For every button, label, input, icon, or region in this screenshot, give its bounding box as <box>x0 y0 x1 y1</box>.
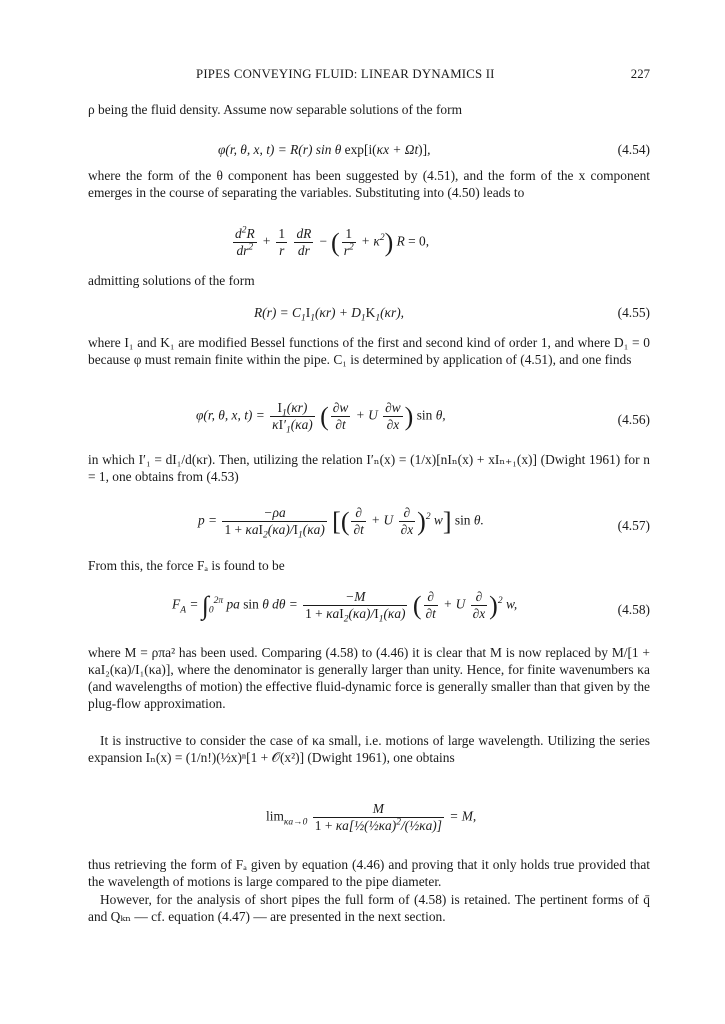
equation-4-57 <box>88 501 650 547</box>
equation-4-58-expression: $F_A = \int_0^{2\pi}$ pa sin θ dθ = $\frac{-M}{1 + \kappa aI_2(\kappa a)/I_1(\kappa a)}$ ( $\frac{\partial}{\partial t}$ + U $\frac{\partial}{\partial x}$ )$^2$ w, <box>172 589 518 625</box>
equation-number-4-55: (4.55) <box>617 305 650 320</box>
paragraph-short-pipes: However, for the analysis of short pipes the full form of (4.58) is retained. The pertinent forms of q̄ and Qₖₙ — cf. equation (4.47) — are presented in the next section. <box>88 892 650 924</box>
equation-4-57-expression: p = $\frac{-\rho a}{1 + \kappa aI_2(\kappa a)/I_1(\kappa a)}$ [( $\frac{\partial}{\partial t}$ + U $\frac{\partial}{\partial x}$ )$^2$ w] sin θ. <box>198 505 484 541</box>
paragraph-force: From this, the force Fₐ is found to be <box>88 558 285 573</box>
equation-4-56-expression: φ(r, θ, x, t) = $\frac{I_1(\kappa r)}{\kappa I'_1(\kappa a)}$ ( $\frac{\partial w}{\partial t}$ + U $\frac{\partial w}{\partial x}$ ) sin θ, <box>196 400 446 436</box>
paragraph-comparison: where M = ρπa² has been used. Comparing (4.58) to (4.46) it is clear that M is now replaced by M/[1 + κaI₂(κa)/I₁(κa)], where the denominator is generally larger than unity. Hence, for finite wavenumbers κa (and wavelengths of motion) the effective fluid-dynamic force is generally smaller than that given by the plug-flow approximation. <box>88 645 650 711</box>
equation-limit <box>88 799 650 843</box>
equation-radial-ode <box>88 224 650 268</box>
page-number: 227 <box>630 67 650 81</box>
equation-4-55 <box>88 304 650 328</box>
equation-4-58 <box>88 585 650 631</box>
limit-expression: $\lim_{\kappa a\to 0}$ $\frac{M}{1 + \kappa a[\frac{1}{2}(\frac{1}{2}\kappa a)^2/(\frac{1}{2}\kappa a)]}$ = M, <box>266 801 477 833</box>
equation-number-4-57: (4.57) <box>617 518 650 533</box>
paragraph-retrieving-form: thus retrieving the form of Fₐ given by equation (4.46) and proving that it only holds true provided that the wavelength of motions is large compared to the pipe diameter. <box>88 857 650 889</box>
equation-4-56 <box>88 398 650 442</box>
equation-4-54-expression: φ(r, θ, x, t) = R(r) sin θ exp[i(κx + Ωt)], <box>218 142 431 157</box>
equation-number-4-54: (4.54) <box>617 142 650 157</box>
radial-ode-expression: $\frac{d^2R}{dr^2}$ + $\frac{1}{r}$ $\frac{dR}{dr}$ − ( $\frac{1}{r^2}$ + $\kappa^2$) R = 0, <box>235 225 430 258</box>
page-header <box>88 66 650 86</box>
paragraph-bessel-relation: in which I′₁ = dI₁/d(κr). Then, utilizing the relation I′ₙ(x) = (1/x)[nIₙ(x) + xIₙ₊₁(x)] (Dwight 1961) for n = 1, one obtains from (4.53) <box>88 452 650 484</box>
running-title: PIPES CONVEYING FLUID: LINEAR DYNAMICS II <box>196 67 495 81</box>
equation-number-4-56: (4.56) <box>617 412 650 427</box>
paragraph-admitting-solutions: admitting solutions of the form <box>88 273 255 288</box>
paragraph-bessel-functions: where I₁ and K₁ are modified Bessel functions of the first and second kind of order 1, and where D₁ = 0 because φ must remain finite within the pipe. C₁ is determined by application of (4.51), and one finds <box>88 335 650 367</box>
paragraph-theta-component: where the form of the θ component has been suggested by (4.51), and the form of the x component emerges in the course of separating the variables. Substituting into (4.50) leads to <box>88 168 650 200</box>
equation-4-55-expression: $R(r) = C_1I_1(\kappa r) + D_1K_1(\kappa r)$, <box>254 305 404 324</box>
equation-number-4-58: (4.58) <box>617 602 650 617</box>
paragraph-fluid-density: ρ being the fluid density. Assume now separable solutions of the form <box>88 102 462 117</box>
equation-4-54 <box>88 141 650 165</box>
paragraph-small-ka: It is instructive to consider the case of κa small, i.e. motions of large wavelength. Utilizing the series expansion Iₙ(x) = (1/n!)(½x)ⁿ[1 + 𝒪(x²)] (Dwight 1961), one obtains <box>88 733 650 765</box>
